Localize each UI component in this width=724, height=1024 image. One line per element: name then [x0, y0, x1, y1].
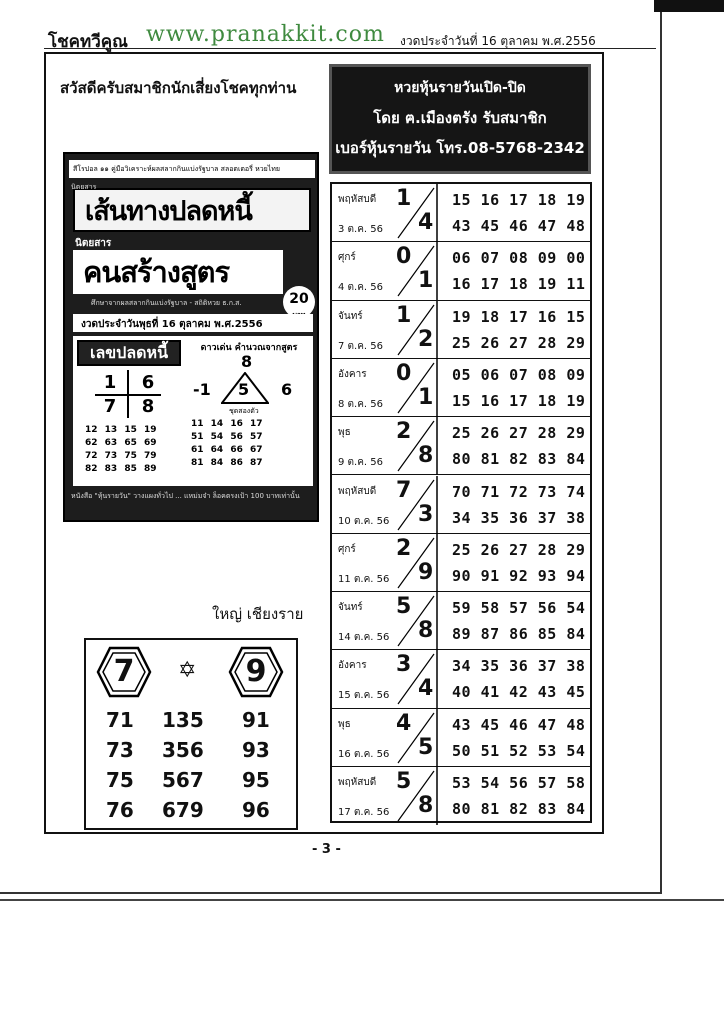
result-date: 8 ต.ค. 56 [338, 398, 383, 410]
digit-pair [392, 534, 438, 592]
calc-top-digit: 8 [241, 352, 253, 371]
lucky-box-value: 73 [106, 738, 134, 762]
result-day: อังคาร [338, 660, 367, 672]
result-numbers-2: 50 51 52 53 54 [452, 741, 586, 760]
digit-pair [392, 359, 438, 417]
result-day: จันทร์ [338, 310, 363, 322]
pair-top: 2 [396, 535, 412, 561]
header-rule [44, 48, 656, 49]
lucky-digit: 8 [141, 396, 155, 417]
result-day: ศุกร์ [338, 543, 356, 555]
lucky-row: 62 63 65 69 [85, 438, 157, 448]
digit-pair [392, 417, 438, 475]
result-day: ศุกร์ [338, 252, 356, 264]
greeting-text: สวัสดีครับสมาชิกนักเสี่ยงโชคทุกท่าน [60, 79, 297, 97]
result-date: 16 ต.ค. 56 [338, 748, 390, 760]
result-day: พุธ [338, 718, 351, 730]
pair-top: 1 [396, 186, 412, 211]
star-of-david-icon: ✡ [178, 658, 197, 683]
result-numbers-1: 70 71 72 73 74 [452, 482, 586, 501]
result-date: 14 ต.ค. 56 [338, 632, 390, 644]
result-numbers-1: 43 45 46 47 48 [452, 715, 586, 734]
scan-bottom-line [0, 899, 724, 901]
result-row [332, 301, 590, 359]
result-numbers-1: 53 54 56 57 58 [452, 774, 586, 792]
page-number: - 3 - [312, 842, 341, 857]
digit-pair [392, 767, 438, 825]
calc-caption: ชุดสองตัว [229, 407, 259, 415]
hex-left-digit: 7 [113, 654, 135, 689]
result-date: 11 ต.ค. 56 [338, 573, 390, 585]
pair-top: 5 [396, 769, 412, 794]
cover-series: นิตยสาร [71, 183, 97, 191]
lucky-box-value: 96 [242, 798, 270, 822]
calc-row: 11 14 16 17 [191, 419, 263, 429]
lucky-digit: 6 [141, 372, 155, 393]
cover-title-1 [73, 188, 311, 232]
cover-date: งวดประจำวันพุธที่ 16 ตุลาคม พ.ศ.2556 [73, 314, 313, 332]
lucky-box-value: 75 [106, 768, 134, 792]
lucky-digit: 7 [103, 396, 117, 417]
result-date: 9 ต.ค. 56 [338, 457, 383, 469]
digit-pair [392, 242, 438, 300]
pair-top: 7 [396, 477, 412, 503]
result-numbers-1: 59 58 57 56 54 [452, 599, 586, 618]
cover-bottom-text: หนังสือ "หุ้นรายวัน" วางแผงทั่วไป ... แหม่มจ๋า ล็อคตรงเป้า 100 บาทเท่านั้น [71, 492, 300, 500]
pair-bottom: 8 [418, 443, 434, 469]
lucky-box-value: 91 [242, 708, 270, 732]
result-row [332, 650, 590, 708]
info-box [329, 64, 591, 174]
hexagon-icon [228, 646, 284, 698]
lucky-box-value: 76 [106, 798, 134, 822]
calc-center-digit: 5 [238, 380, 250, 399]
pair-top: 0 [396, 360, 412, 386]
result-date: 7 ต.ค. 56 [338, 340, 383, 352]
cover-title-2: คนสร้างสูตร [73, 250, 283, 294]
pair-bottom: 4 [418, 676, 434, 702]
cover-title-1-text: เส้นทางปลดหนี้ [85, 196, 252, 227]
digit-pair [392, 650, 438, 708]
cover-note: ศึกษาจากผลสลากกินแบ่งรัฐบาล - สถิติหวย ธ.ก.ส. [91, 299, 242, 307]
digit-pair [392, 592, 438, 650]
lucky-box-value: 93 [242, 738, 270, 762]
result-numbers-2: 43 45 46 47 48 [452, 217, 586, 235]
result-row [332, 709, 590, 767]
pair-bottom: 9 [418, 559, 434, 585]
magazine-cover [63, 152, 319, 522]
lucky-box-value: 679 [162, 798, 204, 822]
result-row [332, 767, 590, 825]
author-signature: ใหญ่ เชียงราย [212, 605, 304, 623]
calc-rows [191, 418, 309, 470]
result-numbers-1: 34 35 36 37 38 [452, 657, 586, 676]
result-numbers-1: 15 16 17 18 19 [452, 191, 586, 209]
info-line-3: เบอร์หุ้นรายวัน โทร.08-5768-2342 [335, 139, 585, 157]
pair-bottom: 5 [418, 734, 434, 760]
result-row [332, 184, 590, 242]
result-numbers-2: 40 41 42 43 45 [452, 683, 586, 702]
result-day: พฤหัสบดี [338, 777, 377, 788]
result-row [332, 592, 590, 650]
result-day: พฤหัสบดี [338, 194, 377, 205]
result-row [332, 417, 590, 475]
result-day: พฤหัสบดี [338, 485, 377, 497]
lucky-digit-grid [87, 370, 171, 420]
lucky-digit: 1 [103, 372, 117, 393]
result-date: 17 ต.ค. 56 [338, 807, 390, 818]
lucky-box-value: 567 [162, 768, 204, 792]
pair-bottom: 4 [418, 210, 434, 235]
result-numbers-2: 89 87 86 85 84 [452, 625, 586, 644]
calc-row: 61 64 66 67 [191, 445, 263, 455]
lucky-row: 72 73 75 79 [85, 451, 157, 461]
results-table [330, 182, 592, 823]
website-url: www.pranakkit.com [146, 22, 385, 47]
pair-bottom: 8 [418, 793, 434, 818]
pair-top: 2 [396, 419, 412, 445]
calc-heading: ดาวเด่น คำนวณจากสูตร [200, 343, 298, 353]
hex-right-digit: 9 [245, 654, 267, 689]
page-corner-mark [654, 0, 724, 12]
result-numbers-2: 90 91 92 93 94 [452, 566, 586, 585]
calc-panel [189, 340, 309, 482]
lucky-box-value: 71 [106, 708, 134, 732]
pair-bottom: 3 [418, 501, 434, 527]
result-numbers-2: 80 81 82 83 84 [452, 450, 586, 469]
lucky-row: 12 13 15 19 [85, 425, 157, 435]
hexagon-icon [96, 646, 152, 698]
digit-pair [392, 709, 438, 767]
pair-top: 0 [396, 244, 412, 270]
result-row [332, 359, 590, 417]
result-numbers-2: 16 17 18 19 11 [452, 275, 586, 294]
info-line-2: โดย ฅ.เมืองตรัง รับสมาชิก [373, 109, 547, 127]
pair-bottom: 1 [418, 384, 434, 410]
digit-pair [392, 476, 438, 534]
lucky-rows [77, 424, 181, 476]
lucky-number-heading: เลขปลดหนี้ [77, 340, 181, 366]
triangle-icon [221, 372, 269, 404]
result-numbers-2: 25 26 27 28 29 [452, 333, 586, 352]
lucky-box-value: 135 [162, 708, 204, 732]
result-day: อังคาร [338, 368, 367, 380]
calc-row: 51 54 56 57 [191, 432, 263, 442]
pair-top: 5 [396, 594, 412, 620]
pair-top: 4 [396, 710, 412, 736]
digit-pair [392, 301, 438, 359]
pair-bottom: 8 [418, 618, 434, 644]
result-date: 3 ต.ค. 56 [338, 224, 383, 235]
issue-date: งวดประจำวันที่ 16 ตุลาคม พ.ศ.2556 [400, 34, 596, 48]
cover-price: 20 [289, 291, 309, 307]
pair-top: 3 [396, 652, 412, 678]
result-date: 10 ต.ค. 56 [338, 515, 390, 527]
pair-top: 1 [396, 302, 412, 328]
result-date: 15 ต.ค. 56 [338, 690, 390, 702]
result-row [332, 476, 590, 534]
digit-pair [392, 184, 438, 242]
result-numbers-1: 19 18 17 16 15 [452, 307, 586, 326]
calc-left-digit: -1 [193, 380, 211, 399]
result-day: จันทร์ [338, 602, 363, 614]
brand-name: โชคทวีคูณ [48, 32, 128, 52]
cover-tag: นิตยสาร [75, 238, 112, 249]
lucky-box-value: 95 [242, 768, 270, 792]
info-line-1: หวยหุ้นรายวันเปิด-ปิด [394, 80, 526, 96]
calc-row: 81 84 86 87 [191, 458, 263, 468]
pair-bottom: 1 [418, 268, 434, 294]
lucky-row: 82 83 85 89 [85, 464, 157, 474]
result-row [332, 242, 590, 300]
lucky-number-panel [77, 340, 181, 482]
cover-panel [73, 336, 313, 486]
result-numbers-2: 80 81 82 83 84 [452, 800, 586, 818]
result-day: พุธ [338, 427, 351, 439]
result-date: 4 ต.ค. 56 [338, 282, 383, 294]
result-numbers-2: 15 16 17 18 19 [452, 391, 586, 410]
lucky-number-box [84, 638, 298, 830]
result-numbers-1: 25 26 27 28 29 [452, 424, 586, 443]
grid-divider [95, 394, 161, 396]
calc-right-digit: 6 [281, 380, 293, 399]
pair-bottom: 2 [418, 326, 434, 352]
lucky-box-value: 356 [162, 738, 204, 762]
cover-topline: สีโรปอล ๑๑ คู่มือวิเคราะห์ผลสลากกินแบ่งรัฐบาล สลอตเตอรี่ หวยไทย [69, 160, 315, 178]
result-row [332, 534, 590, 592]
result-numbers-2: 34 35 36 37 38 [452, 508, 586, 527]
result-numbers-1: 05 06 07 08 09 [452, 365, 586, 384]
result-numbers-1: 25 26 27 28 29 [452, 540, 586, 559]
result-numbers-1: 06 07 08 09 00 [452, 249, 586, 268]
